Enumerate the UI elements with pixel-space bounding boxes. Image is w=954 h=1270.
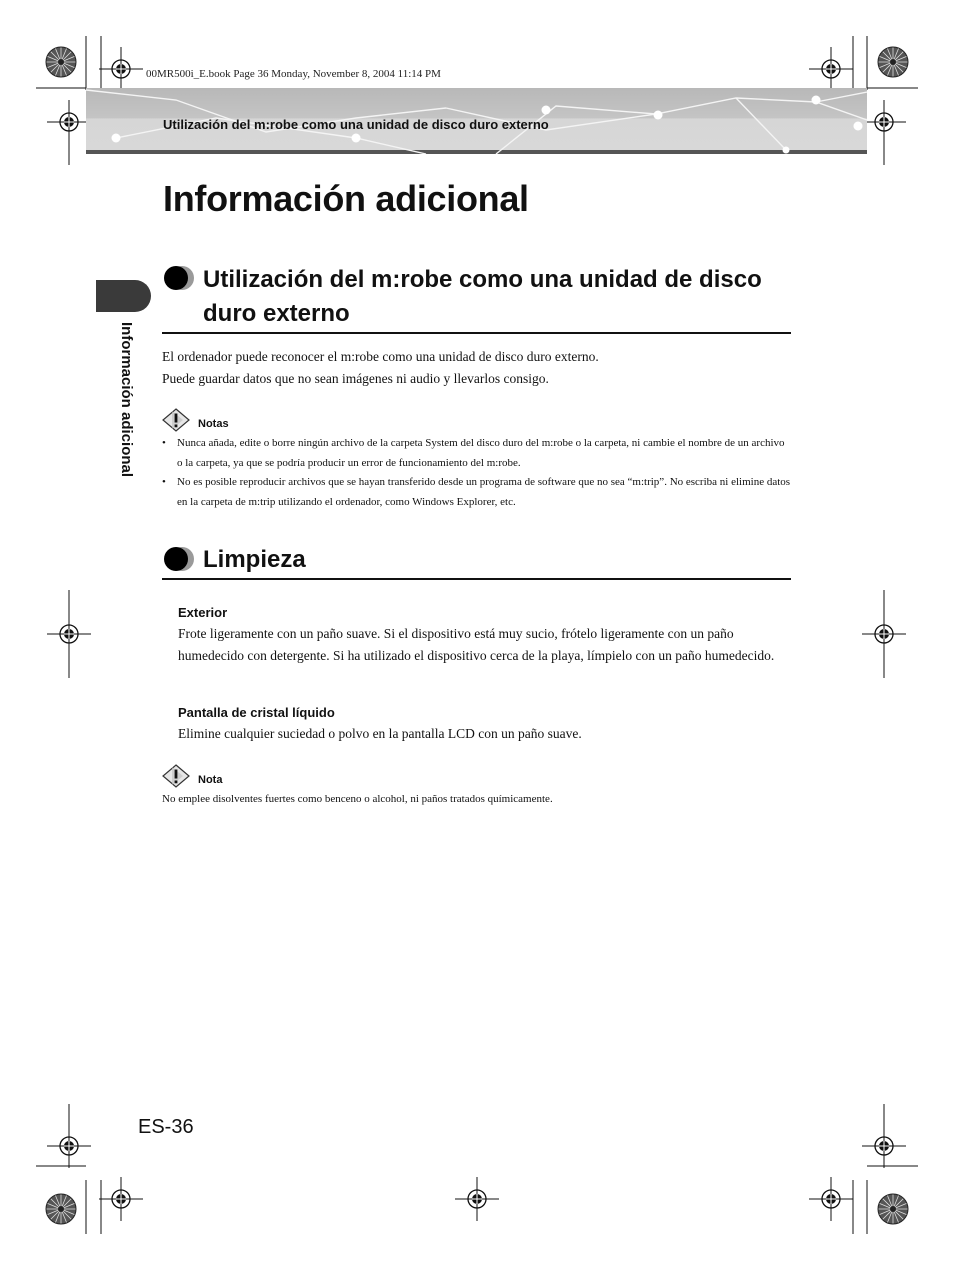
registration-mark-icon: [809, 47, 853, 91]
section-heading-cleaning: Limpieza: [203, 546, 306, 573]
section-heading-external-drive: [203, 263, 803, 331]
color-target-icon: [46, 1194, 76, 1224]
color-target-icon: [46, 47, 76, 77]
registration-mark-icon: [809, 1177, 853, 1221]
registration-mark-icon: [862, 612, 906, 656]
registration-mark-icon: [47, 100, 91, 144]
chapter-tab-marker: [96, 280, 151, 312]
subsection-title-exterior: Exterior: [178, 605, 228, 620]
registration-mark-icon: [99, 1177, 143, 1221]
section-bullet-icon: [162, 264, 196, 292]
registration-mark-icon: [455, 1177, 499, 1221]
book-file-info: 00MR500i_E.book Page 36 Monday, November 8, 2004 11:14 PM: [146, 68, 441, 80]
caution-diamond-icon: [162, 764, 190, 788]
section-heading-line: duro externo: [203, 300, 350, 327]
caution-diamond-icon: [162, 408, 190, 432]
section-rule: [162, 332, 791, 334]
subsection-text-exterior: Frote ligeramente con un paño suave. Si el dispositivo está muy sucio, frótelo ligeramente con un paño humedecido con detergente. Si ha utilizado el dispositivo cerca de la playa, límpielo con un paño humedecido.: [178, 626, 775, 663]
registration-mark-icon: [862, 1124, 906, 1168]
paragraph: El ordenador puede reconocer el m:robe como una unidad de disco duro externo.: [162, 349, 599, 364]
color-target-icon: [878, 1194, 908, 1224]
note-text: No emplee disolventes fuertes como benceno o alcohol, ni paños tratados químicamente.: [162, 793, 553, 805]
registration-mark-icon: [99, 47, 143, 91]
section-heading-line: Utilización del m:robe como una unidad de disco: [203, 266, 762, 293]
subsection-text-lcd: Elimine cualquier suciedad o polvo en la pantalla LCD con un paño suave.: [178, 726, 582, 741]
page-title: Información adicional: [163, 178, 529, 219]
note-label: Nota: [198, 774, 223, 786]
page-number: ES-36: [138, 1116, 194, 1138]
subsection-title-lcd: Pantalla de cristal líquido: [178, 705, 335, 720]
chapter-side-label: Información adicional: [118, 322, 135, 478]
note-item: • Nunca añada, edite o borre ningún archivo de la carpeta System del disco duro del m:robe o la carpeta, ni cambie el nombre de un archivo o la carpeta, ya que se podría producir un error de funcionamiento del m:robe.: [162, 434, 792, 473]
notes-list: [162, 434, 792, 512]
registration-mark-icon: [862, 100, 906, 144]
paragraph: Puede guardar datos que no sean imágenes ni audio y llevarlos consigo.: [162, 371, 549, 386]
section-bullet-icon: [162, 545, 196, 573]
color-target-icon: [878, 47, 908, 77]
notes-label: Notas: [198, 418, 229, 430]
section-intro: [162, 346, 802, 390]
registration-mark-icon: [47, 1124, 91, 1168]
running-header-title: Utilización del m:robe como una unidad de disco duro externo: [163, 117, 549, 132]
registration-mark-icon: [47, 612, 91, 656]
note-item: • No es posible reproducir archivos que se hayan transferido desde un programa de software que no sea “m:trip”. No escriba ni elimine datos en la carpeta de m:trip utilizando el ordenador, como Windows Explorer, etc.: [162, 473, 792, 512]
section-rule: [162, 578, 791, 580]
